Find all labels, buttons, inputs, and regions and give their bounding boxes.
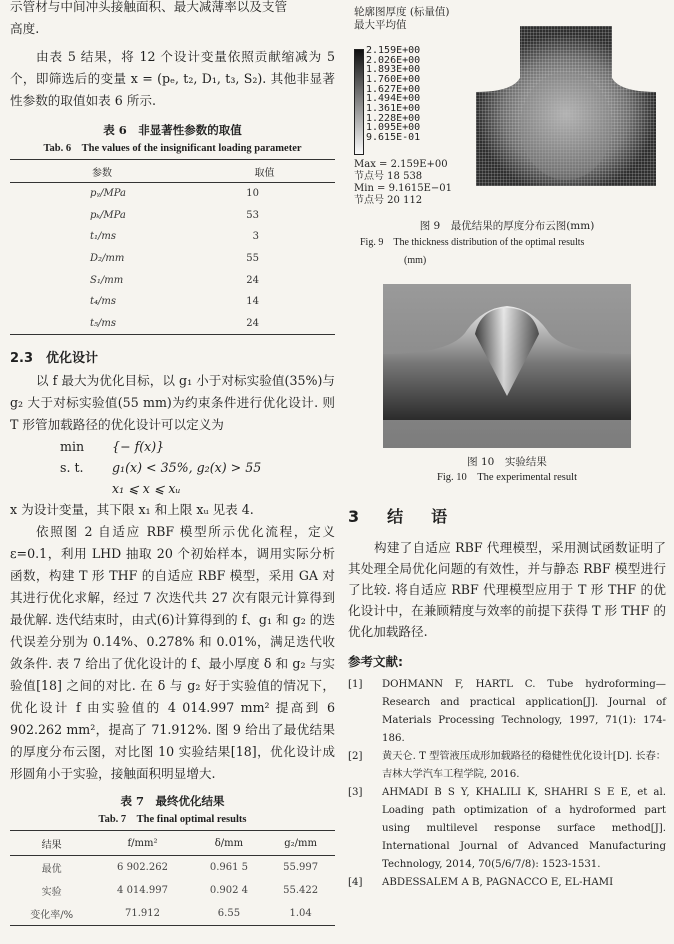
reference-item bbox=[348, 784, 666, 874]
reference-item bbox=[348, 748, 666, 784]
table7-header: g₂/mm bbox=[266, 831, 335, 856]
table-row bbox=[10, 226, 335, 248]
formula-line-3: x₁ ⩽ x ⩽ xᵤ bbox=[112, 481, 181, 497]
legend-value: 1.627E+00 bbox=[366, 83, 421, 95]
reference-text: 黄天仑. T 型管液压成形加载路径的稳健性优化设计[D]. 长春：吉林大学汽车工程学院, 2016. bbox=[382, 751, 666, 780]
reference-number: [3] bbox=[348, 787, 363, 798]
table6-cell: 24 bbox=[246, 317, 259, 329]
table6-cell: 14 bbox=[246, 296, 259, 308]
table7-header: f/mm² bbox=[93, 831, 191, 856]
stat-min: Min = 9.1615E−01 bbox=[354, 183, 453, 194]
table7-cell: 6 902.262 bbox=[117, 862, 168, 874]
experimental-result-image bbox=[383, 284, 631, 448]
section-title-2-3: 2.3 优化设计 bbox=[10, 351, 99, 367]
table7-header: 结果 bbox=[10, 831, 93, 856]
legend-title-1: 轮廓图厚度 (标量值) bbox=[354, 6, 450, 18]
legend-value: 1.095E+00 bbox=[366, 122, 421, 134]
reference-item bbox=[348, 874, 666, 892]
table6-header-param: 参数 bbox=[10, 160, 194, 183]
stat-max: Max = 2.159E+00 bbox=[354, 159, 448, 170]
intro-line-2: 高度. bbox=[10, 21, 40, 36]
table-row bbox=[10, 205, 335, 227]
reference-item bbox=[348, 676, 666, 748]
table7-cell: 最优 bbox=[41, 864, 62, 876]
legend-value: 2.159E+00 bbox=[366, 45, 421, 56]
figure9-caption-en: Fig. 9 The thickness distribution of the optimal results bbox=[360, 237, 585, 248]
figure9-caption-en-unit: (mm) bbox=[404, 255, 427, 266]
table6-header-value: 取值 bbox=[194, 160, 335, 183]
table6-cell: t₄/ms bbox=[90, 296, 117, 308]
paragraph-conclusion: 构建了自适应 RBF 代理模型，采用测试函数证明了其处理全局优化问题的有效性，并与静态 RBF 模型进行了比较. 将自适应 RBF 代理模型应用于 T 形 THF 的优化设计中，在兼顾精度与效率的前提下获得 T 形 THF 的优化加载路径. bbox=[348, 540, 666, 639]
reference-text: AHMADI B S Y, KHALILI K, SHAHRI S E E, et al. Loading path optimization of a hydroformed part using multilevel response surface method[J]. International Journal of Advanced Manufacturing Technology, 2014, 70(5/6/7/8): 1523-1531. bbox=[382, 787, 666, 870]
table6-cell: pₖ/MPa bbox=[90, 209, 126, 221]
legend-value: 1.228E+00 bbox=[366, 112, 421, 124]
paragraph-flow: 依照图 2 自适应 RBF 模型所示优化流程，定义 ε=0.1，利用 LHD 抽取 20 个初始样本，调用实际分析函数，构建 T 形 THF 的自适应 RBF 模型，采用 GA 对其进行优化求解，经过 7 次迭代共 27 次有限元计算得到最优解. 迭代结束时，由式(6)计算得到的 f、g₁ 和 g₂ 的迭代误差分别为 0.14%、0.278% 和 0.01%，满足迭代收敛条件. 表 7 给出了优化设计的 f、最小厚度 δ 和 g₂ 与实验值[18] 之间的对比. 在 δ 与 g₂ 好于实验值的情况下，优化设计 f 由实验值的 4 014.997 mm² 提高到 6 902.262 mm²，提高了 71.912%. 图 9 给出了最优结果的厚度分布云图，对比图 10 实验结果[18]，优化设计成形圆角小于实验，接触面积明显增大. bbox=[10, 524, 335, 782]
figure9-caption-zh: 图 9 最优结果的厚度分布云图(mm) bbox=[419, 220, 595, 232]
table7-cell: 55.997 bbox=[283, 862, 319, 874]
thickness-mesh-image bbox=[476, 26, 656, 186]
reference-text: DOHMANN F, HARTL C. Tube hydroforming—Research and practical application[J]. Journal of Materials Processing Technology, 1997, 71(1): 174-186. bbox=[382, 679, 666, 744]
legend-value: 2.026E+00 bbox=[366, 54, 421, 66]
table7 bbox=[10, 830, 335, 926]
reference-text: ABDESSALEM A B, PAGNACCO E, EL-HAMI bbox=[382, 877, 614, 888]
table7-cell: 4 014.997 bbox=[117, 885, 168, 897]
table6-caption-en: Tab. 6 The values of the insignificant loading parameter bbox=[43, 143, 302, 154]
table7-cell: 55.422 bbox=[283, 885, 319, 897]
legend-value: 1.361E+00 bbox=[366, 102, 421, 114]
reference-number: [1] bbox=[348, 679, 363, 690]
table7-cell: 71.912 bbox=[124, 908, 160, 920]
stat-max-node: 节点号 18 538 bbox=[354, 171, 423, 182]
paragraph-optimization: 以 f 最大为优化目标，以 g₁ 小于对标实验值(35%)与 g₂ 大于对标实验值(55 mm)为约束条件进行优化设计. 则 T 形管加载路径的优化设计可以定义为 bbox=[10, 373, 335, 433]
table7-header: δ/mm bbox=[192, 831, 267, 856]
intro-line-1: 示管材与中间冲头接触面积、最大减薄率以及支管 bbox=[10, 0, 288, 14]
table-row bbox=[10, 291, 335, 313]
formula-line-1: {− f(x)} bbox=[112, 439, 165, 455]
table7-cell: 0.902 4 bbox=[209, 885, 249, 897]
legend-stats bbox=[354, 159, 452, 207]
table6-cell: pᵧ/MPa bbox=[90, 188, 127, 200]
table-row bbox=[10, 183, 335, 205]
table-row bbox=[10, 856, 335, 880]
figure-9 bbox=[348, 6, 666, 218]
table6-cell: 24 bbox=[246, 274, 259, 286]
figure10-caption-en: Fig. 10 The experimental result bbox=[437, 472, 577, 483]
table7-cell: 1.04 bbox=[289, 908, 312, 920]
table-row bbox=[10, 313, 335, 335]
table-row bbox=[10, 902, 335, 926]
table6-caption-zh: 表 6 非显著性参数的取值 bbox=[103, 123, 242, 137]
table7-cell: 0.961 5 bbox=[209, 862, 249, 874]
table6-cell: t₅/ms bbox=[90, 317, 117, 329]
table7-cell: 实验 bbox=[41, 887, 62, 899]
optimization-formula bbox=[10, 436, 335, 499]
table7-caption-en: Tab. 7 The final optimal results bbox=[98, 814, 247, 826]
reference-number: [4] bbox=[348, 877, 363, 888]
table6-cell: 53 bbox=[246, 209, 259, 221]
figure10-caption-zh: 图 10 实验结果 bbox=[467, 456, 547, 468]
left-column bbox=[10, 0, 335, 926]
table6-cell: 3 bbox=[252, 231, 259, 243]
section-title-3: 3 结 语 bbox=[348, 507, 454, 526]
right-column bbox=[348, 0, 666, 892]
legend-value: 1.494E+00 bbox=[366, 93, 421, 105]
table6 bbox=[10, 159, 335, 335]
formula-line-2: g₁(x) < 35%, g₂(x) > 55 bbox=[112, 460, 262, 476]
table7-cell: 变化率/% bbox=[30, 910, 74, 922]
stat-min-node: 节点号 20 112 bbox=[354, 195, 423, 206]
references-title: 参考文献: bbox=[348, 654, 403, 669]
legend-title-2: 最大平均值 bbox=[354, 19, 407, 31]
table7-cell: 6.55 bbox=[217, 908, 241, 920]
formula-min-label: min bbox=[60, 439, 85, 455]
table6-cell: 55 bbox=[246, 253, 259, 265]
table7-caption-zh: 表 7 最终优化结果 bbox=[120, 794, 225, 809]
figure-10 bbox=[383, 284, 631, 448]
table-row bbox=[10, 879, 335, 902]
legend-value: 9.615E-01 bbox=[366, 131, 421, 143]
legend-value: 1.760E+00 bbox=[366, 73, 421, 85]
table-row bbox=[10, 269, 335, 291]
table6-cell: 10 bbox=[246, 188, 259, 200]
table6-cell: S₁/mm bbox=[90, 274, 124, 286]
legend-values bbox=[366, 46, 420, 143]
formula-st-label: s. t. bbox=[60, 460, 84, 476]
table-row bbox=[10, 248, 335, 270]
thickness-colorbar bbox=[354, 49, 364, 155]
table6-cell: t₁/ms bbox=[90, 231, 117, 243]
paragraph-bounds: x 为设计变量，其下限 x₁ 和上限 xᵤ 见表 4. bbox=[10, 502, 254, 518]
legend-value: 1.893E+00 bbox=[366, 64, 421, 76]
table6-cell: D₂/mm bbox=[90, 253, 125, 265]
paragraph-table5: 由表 5 结果，将 12 个设计变量依照贡献缩减为 5 个，即筛选后的变量 x = (pₑ, t₂, D₁, t₃, S₂). 其他非显著性参数的取值如表 6 所示. bbox=[10, 49, 335, 108]
reference-number: [2] bbox=[348, 751, 363, 762]
